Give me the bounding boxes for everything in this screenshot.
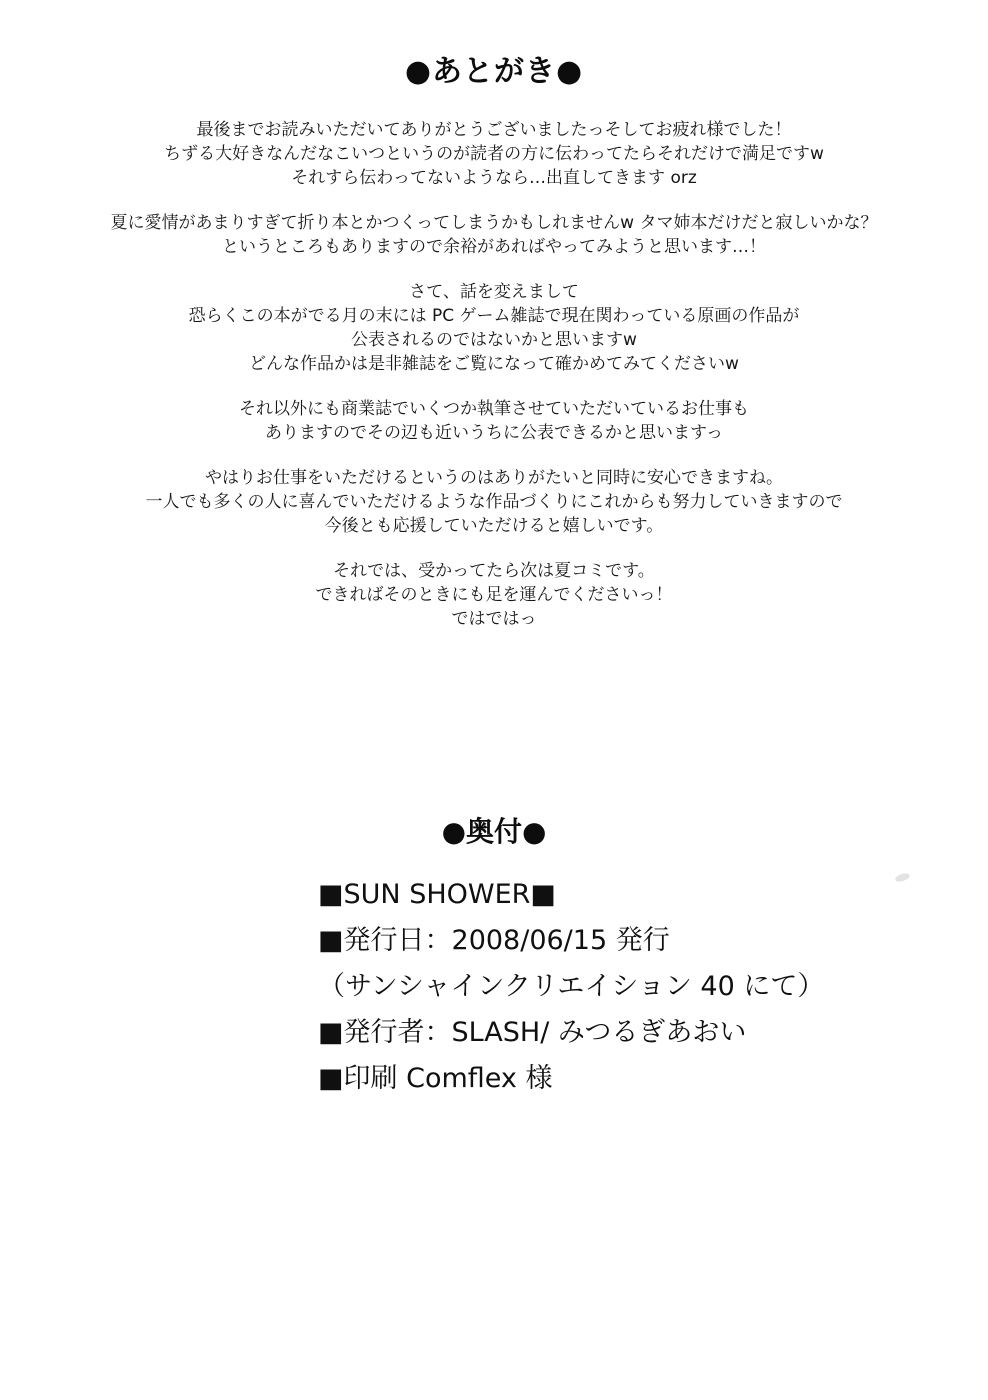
afterword-line: それすら伝わってないようなら…出直してきます orz bbox=[291, 168, 697, 188]
colophon-line-publish-date: ■発行日：2008/06/15 発行 bbox=[318, 925, 670, 956]
afterword-line: 最後までお読みいただいてありがとうございましたっそしてお疲れ様でした！ bbox=[196, 120, 792, 140]
afterword-line: ではではっ bbox=[451, 609, 537, 629]
afterword-line: 一人でも多くの人に喜んでいただけるような作品づくりにこれからも努力していきますので bbox=[145, 492, 843, 512]
afterword-line: ちずる大好きなんだなこいつというのが読者の方に伝わってたらそれだけで満足ですw bbox=[164, 144, 824, 164]
afterword-line: それ以外にも商業誌でいくつか執筆させていただいているお仕事も bbox=[239, 399, 749, 419]
afterword-line: やはりお仕事をいただけるというのはありがたいと同時に安心できますね。 bbox=[205, 468, 783, 488]
afterword-line: できればそのときにも足を運んでくださいっ！ bbox=[315, 585, 673, 605]
colophon-line-publisher: ■発行者：SLASH/ みつるぎあおい bbox=[318, 1017, 747, 1048]
colophon-block bbox=[318, 872, 824, 1102]
afterword-line: 夏に愛情があまりすぎて折り本とかつくってしまうかもしれませんw タマ姉本だけだと寂しいかな？ bbox=[110, 213, 878, 233]
afterword-paragraph bbox=[0, 118, 988, 190]
scan-smudge-artifact bbox=[894, 872, 910, 883]
colophon-title: ●奥付● bbox=[441, 815, 547, 848]
afterword-title: ●あとがき● bbox=[404, 54, 584, 89]
afterword-paragraph bbox=[0, 466, 988, 538]
afterword-paragraph bbox=[0, 397, 988, 445]
afterword-paragraph bbox=[0, 559, 988, 631]
colophon-line-title: ■SUN SHOWER■ bbox=[318, 879, 556, 910]
afterword-line: 今後とも応援していただけると嬉しいです。 bbox=[324, 516, 664, 536]
afterword-line: さて、話を変えまして bbox=[409, 282, 579, 302]
afterword-paragraph bbox=[0, 280, 988, 376]
afterword-paragraph bbox=[0, 211, 988, 259]
afterword-line: どんな作品かは是非雑誌をご覧になって確かめてみてくださいw bbox=[249, 354, 739, 374]
afterword-line: それでは、受かってたら次は夏コミです。 bbox=[333, 561, 655, 581]
colophon-line-printer: ■印刷 Comflex 様 bbox=[318, 1063, 553, 1094]
afterword-line: 恐らくこの本がでる月の末には PC ゲーム雑誌で現在関わっている原画の作品が bbox=[188, 306, 800, 326]
afterword-text bbox=[0, 118, 988, 652]
colophon-line-event: （サンシャインクリエイション 40 にて） bbox=[318, 971, 825, 1002]
afterword-line: というところもありますので余裕があればやってみようと思います…！ bbox=[222, 237, 766, 257]
afterword-line: ありますのでその辺も近いうちに公表できるかと思いますっ bbox=[265, 423, 723, 443]
afterword-line: 公表されるのではないかと思いますw bbox=[351, 330, 637, 350]
